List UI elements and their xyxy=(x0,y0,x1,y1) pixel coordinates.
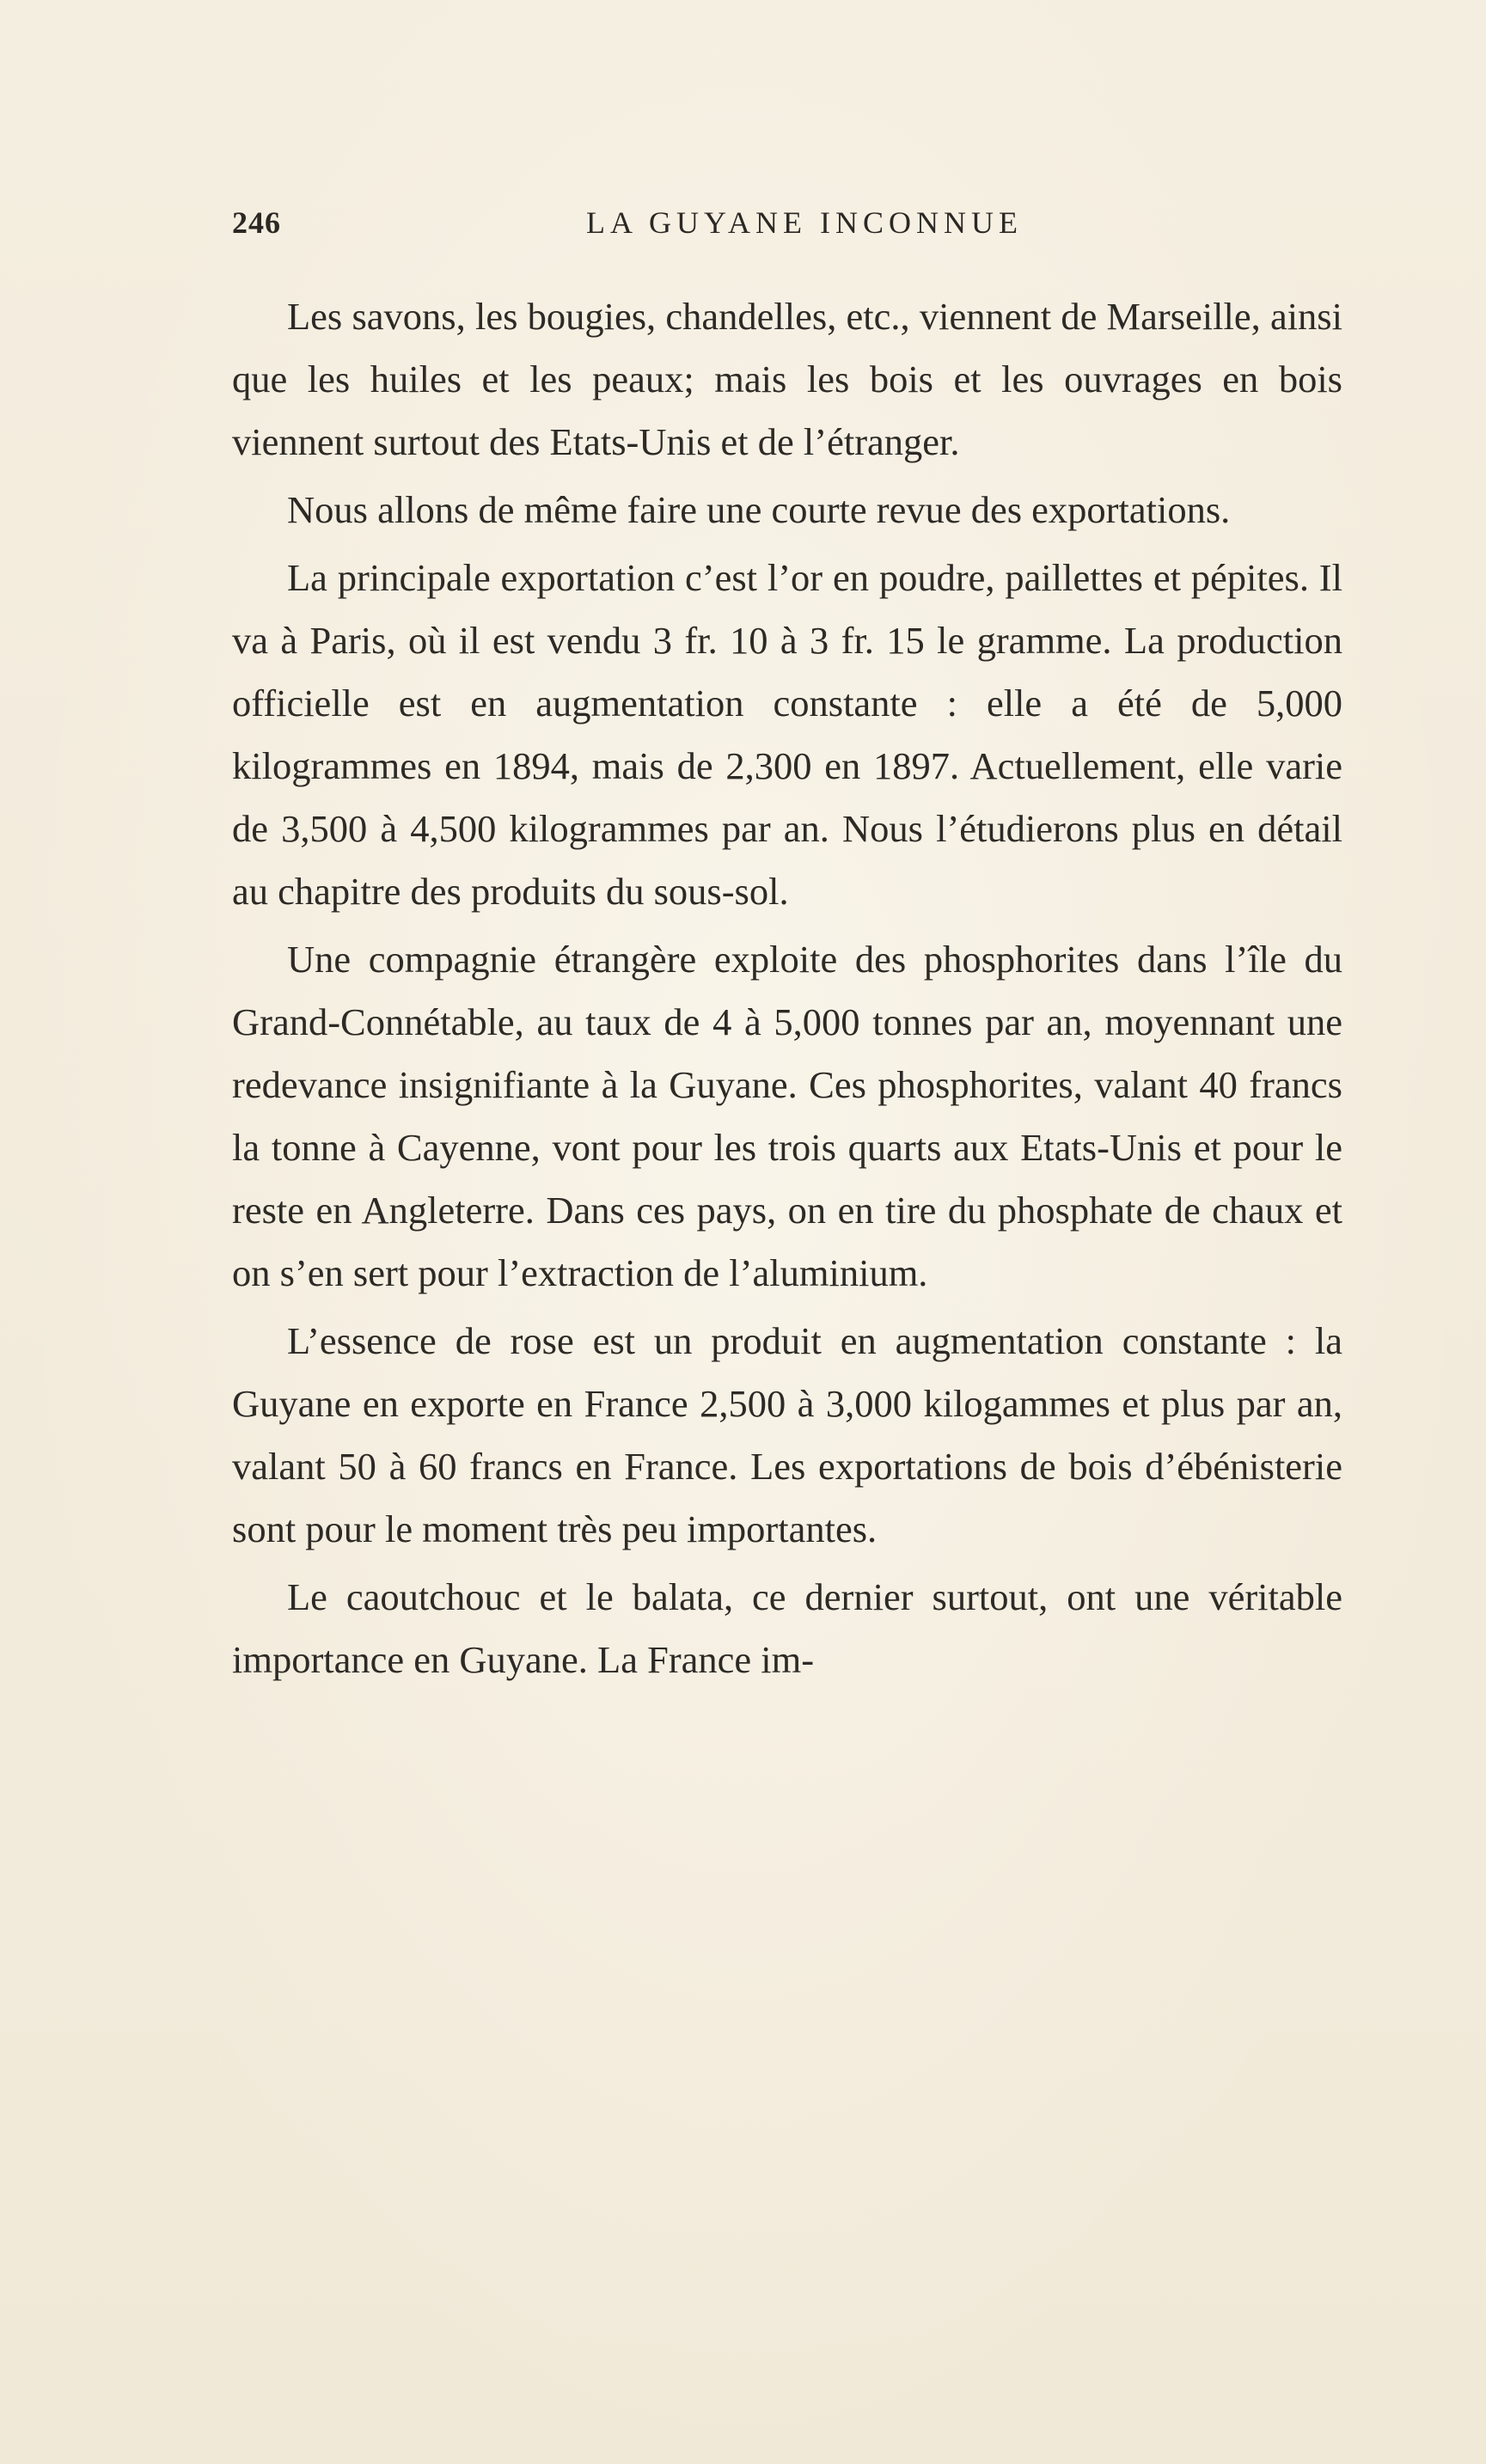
paragraph: Les savons, les bougies, chandelles, etc., viennent de Marseille, ainsi que les huiles et les peaux; mais les bois et les ouvrages en bois viennent surtout des Etats-Unis et de l’étranger. xyxy=(232,295,1342,463)
running-title: LA GUYANE INCONNUE xyxy=(586,205,1023,240)
page-number: 246 xyxy=(232,205,281,240)
paragraph: La principale exportation c’est l’or en poudre, paillettes et pépites. Il va à Paris, où il est vendu 3 fr. 10 à 3 fr. 15 le gramme. La production officielle est en augmentation constante : elle a été de 5,000 kilogrammes en 1894, mais de 2,300 en 1897. Actuellement, elle varie de 3,500 à 4,500 kilogrammes par an. Nous l’étudierons plus en détail au chapitre des produits du sous-sol. xyxy=(232,556,1342,913)
paragraph: Une compagnie étrangère exploite des phosphorites dans l’île du Grand-Connétable, au taux de 4 à 5,000 tonnes par an, moyennant une redevance insignifiante à la Guyane. Ces phosphorites, valant 40 francs la tonne à Cayenne, vont pour les trois quarts aux Etats-Unis et pour le reste en Angleterre. Dans ces pays, on en tire du phosphate de chaux et on s’en sert pour l’extraction de l’aluminium. xyxy=(232,938,1342,1294)
page-header xyxy=(232,205,1342,248)
paragraph: Nous allons de même faire une courte revue des exportations. xyxy=(287,488,1231,531)
paragraph: L’essence de rose est un produit en augmentation constante : la Guyane en exporte en France 2,500 à 3,000 kilogammes et plus par an, valant 50 à 60 francs en France. Les exportations de bois d’ébénisterie sont pour le moment très peu importantes. xyxy=(232,1319,1342,1550)
body-text xyxy=(232,285,1342,1697)
paragraph: Le caoutchouc et le balata, ce dernier surtout, ont une véritable importance en Guyane. La France im- xyxy=(232,1575,1342,1681)
